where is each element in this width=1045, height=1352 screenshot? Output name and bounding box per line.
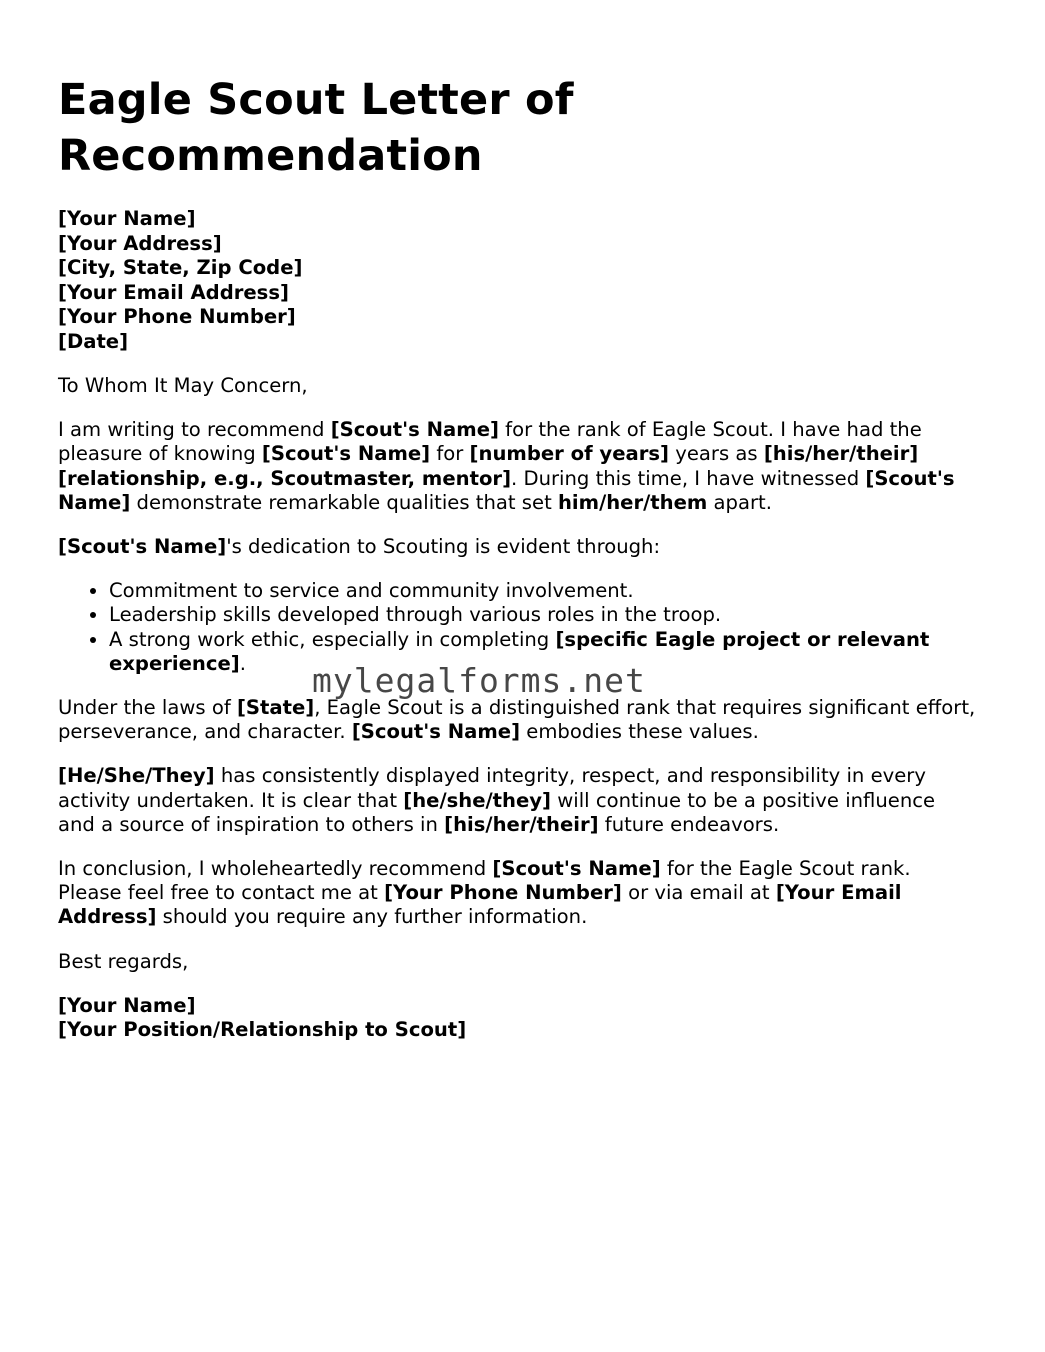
- sender-phone: [Your Phone Number]: [58, 305, 296, 328]
- list-item: • Leadership skills developed through various roles in the troop.: [109, 603, 978, 627]
- paragraph-intro: I am writing to recommend [Scout's Name] for the rank of Eagle Scout. I have had the pleasure of knowing [Scout's Name] for [number of years] years as [his/her/their] [relationship, e.g., Scoutmaster, mentor]. During this time, I have witnessed [Scout's Name] demonstrate remarkable qualities that set him/her/them apart.: [58, 418, 955, 514]
- list-item: • Commitment to service and community involvement.: [109, 579, 978, 603]
- pronoun-placeholder: [He/She/They]: [58, 764, 215, 788]
- watermark: mylegalforms.net: [312, 661, 646, 700]
- paragraph-conclusion: In conclusion, I wholeheartedly recommend [Scout's Name] for the Eagle Scout rank. Please feel free to contact me at [Your Phone Number] or via email at [Your Email Address] should you require any further information.: [58, 857, 911, 929]
- state-placeholder: [State]: [236, 696, 315, 720]
- paragraph-dedication: [Scout's Name]'s dedication to Scouting is evident through:: [58, 535, 661, 559]
- closing: Best regards,: [58, 949, 189, 973]
- letter-page: [58, 72, 978, 1043]
- sender-email: [Your Email Address]: [58, 280, 289, 304]
- relationship-placeholder: [his/her/their] [relationship, e.g., Scoutmaster, mentor]: [58, 442, 919, 490]
- scout-name-placeholder: [Scout's Name]: [330, 418, 499, 442]
- pronoun-placeholder: [his/her/their]: [444, 812, 599, 836]
- project-placeholder: [specific Eagle project or relevant experience]: [109, 627, 930, 675]
- scout-name-placeholder: [Scout's Name]: [58, 466, 955, 514]
- phone-placeholder: [Your Phone Number]: [384, 881, 622, 905]
- paragraph-character: [He/She/They] has consistently displayed integrity, respect, and responsibility in every activity undertaken. It is clear that [he/she/they] will continue to be a positive influence and a source of inspiration to others in [his/her/their] future endeavors.: [58, 764, 936, 836]
- page-title: Eagle Scout Letter of Recommendation: [58, 75, 574, 181]
- sender-date: [Date]: [58, 329, 129, 353]
- signature-block: [58, 994, 978, 1043]
- paragraph-laws: Under the laws of [State], Eagle Scout is a distinguished rank that requires significant effort, perseverance, and character. [Scout's Name] embodies these values.: [58, 696, 976, 744]
- signature-name: [Your Name]: [58, 993, 196, 1017]
- scout-name-placeholder: [Scout's Name]: [261, 442, 431, 466]
- pronoun-placeholder: [he/she/they]: [403, 788, 552, 812]
- scout-name-placeholder: [Scout's Name]: [351, 720, 521, 744]
- pronoun-placeholder: him/her/them: [557, 490, 708, 514]
- qualities-list: [58, 579, 978, 676]
- list-item: • A strong work ethic, especially in completing [specific Eagle project or relevant experience].: [109, 628, 978, 676]
- salutation: To Whom It May Concern,: [58, 374, 308, 397]
- email-placeholder: [Your Email Address]: [58, 881, 902, 929]
- signature-position: [Your Position/Relationship to Scout]: [58, 1018, 467, 1042]
- scout-name-placeholder: [Scout's Name]: [58, 535, 227, 559]
- years-placeholder: [number of years]: [469, 442, 669, 466]
- sender-address: [Your Address]: [58, 231, 222, 255]
- sender-name: [Your Name]: [58, 207, 196, 230]
- sender-block: [58, 207, 978, 354]
- scout-name-placeholder: [Scout's Name]: [492, 857, 661, 881]
- sender-city: [City, State, Zip Code]: [58, 256, 303, 279]
